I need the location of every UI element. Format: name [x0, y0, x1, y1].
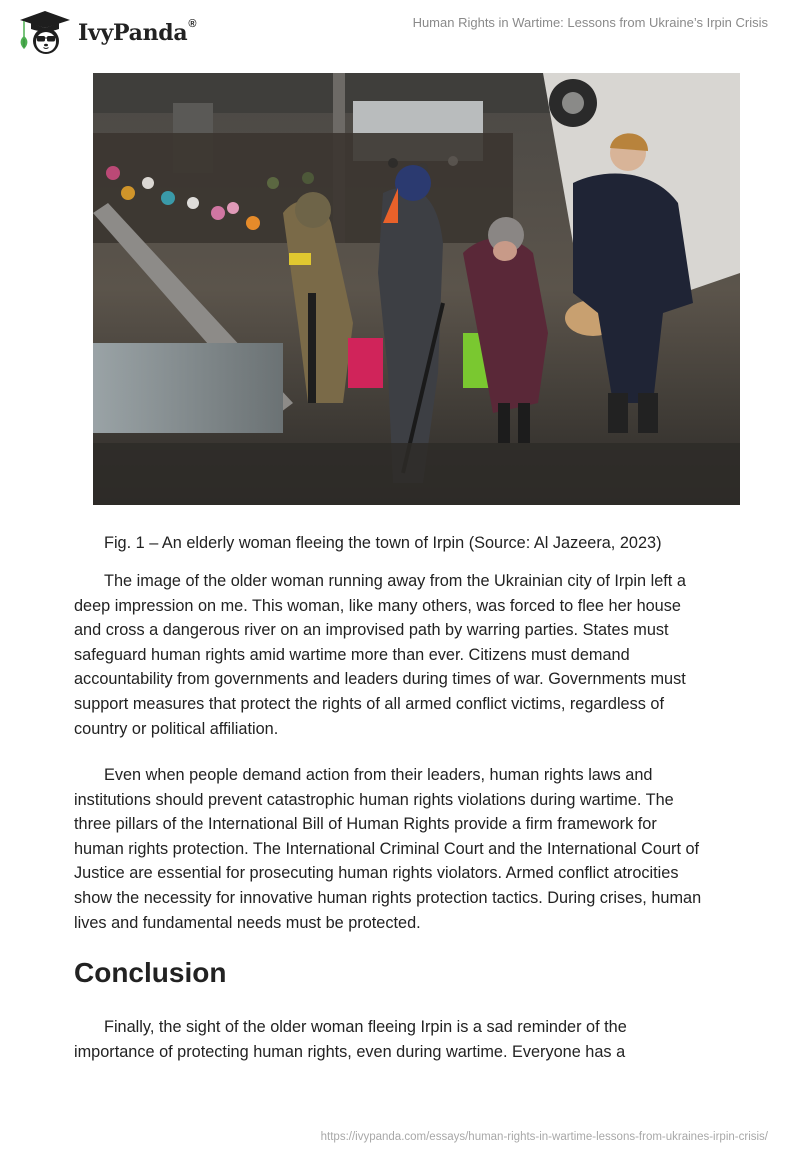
body-paragraph-2 [74, 763, 734, 935]
paragraph-line: country or political affiliation. [74, 719, 279, 738]
paragraph-line: support measures that protect the rights of all armed conflict victims, regardless of [74, 694, 664, 713]
panda-graduation-cap-icon [16, 9, 74, 55]
brand-name: IvyPanda® [78, 18, 197, 46]
section-heading-conclusion: Conclusion [74, 957, 227, 988]
paragraph-line: safeguard human rights amid wartime more than ever. Citizens must demand [74, 645, 630, 664]
paragraph-line: The image of the older woman running away from the Ukrainian city of Irpin left a [104, 572, 686, 590]
ivypanda-logo[interactable] [16, 9, 196, 55]
paragraph-line: three pillars of the International Bill of Human Rights provide a firm framework for [74, 815, 657, 834]
document-title: Human Rights in Wartime: Lessons from Ukraine’s Irpin Crisis [412, 15, 768, 30]
source-url-link[interactable]: https://ivypanda.com/essays/human-rights-in-wartime-lessons-from-ukraines-irpin-crisis/ [320, 1131, 768, 1143]
paragraph-line: lives and fundamental needs must be protected. [74, 913, 421, 932]
paragraph-line: Finally, the sight of the older woman fleeing Irpin is a sad reminder of the [104, 1018, 627, 1036]
paragraph-line: Justice are essential for prosecuting human rights violators. Armed conflict atrocities [74, 864, 679, 883]
paragraph-line: institutions should prevent catastrophic human rights violations during wartime. The [74, 790, 674, 809]
paragraph-line: Even when people demand action from their leaders, human rights laws and [104, 766, 653, 784]
page-header [0, 0, 800, 60]
paragraph-line: accountability from governments and leaders during times of war. Governments must [74, 670, 686, 689]
registered-mark: ® [188, 18, 197, 30]
paragraph-line: show the necessity for innovative human rights protection tactics. During crises, human [74, 888, 702, 907]
paragraph-line: deep impression on me. This woman, like many others, was forced to flee her house [74, 596, 681, 615]
conclusion-paragraph [74, 1015, 734, 1064]
paragraph-line: human rights protection. The International Criminal Court and the International Court of [74, 839, 700, 858]
paragraph-line: and cross a dangerous river on an improvised path by warring parties. States must [74, 621, 669, 640]
paragraph-line: importance of protecting human rights, even during wartime. Everyone has a [74, 1042, 626, 1061]
body-paragraph-1 [74, 569, 734, 741]
figure-photo [93, 73, 740, 505]
irpin-evacuation-photo [93, 73, 740, 505]
figure-caption: Fig. 1 – An elderly woman fleeing the town of Irpin (Source: Al Jazeera, 2023) [104, 534, 662, 552]
